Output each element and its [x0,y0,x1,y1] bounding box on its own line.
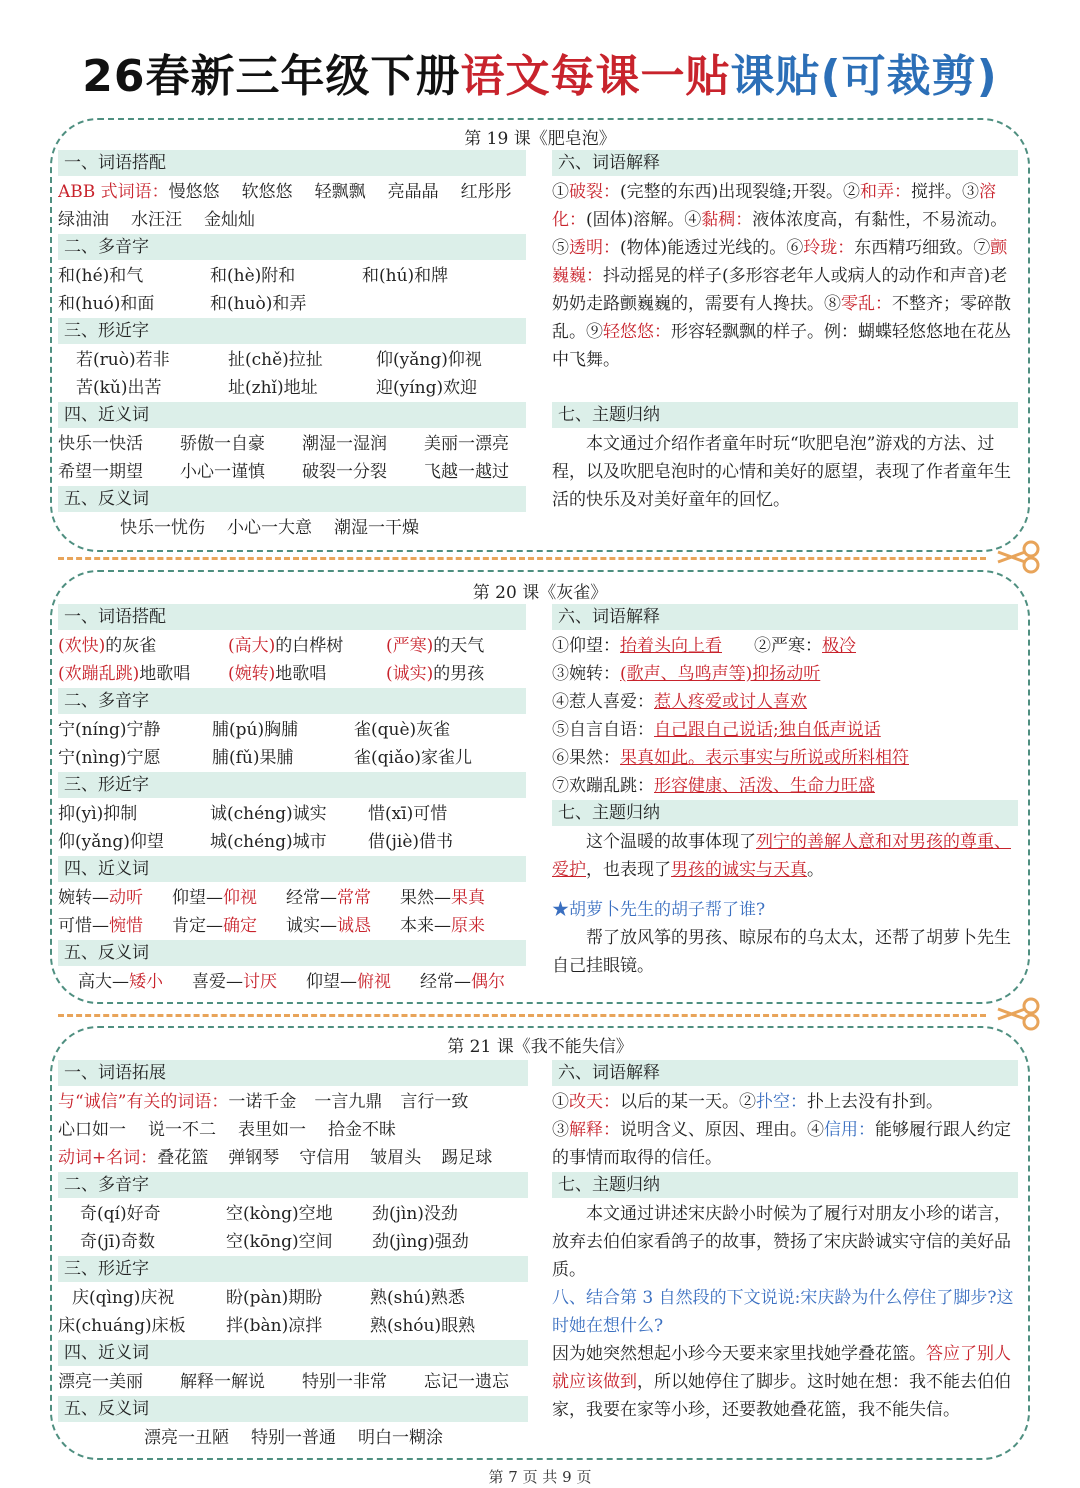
synonym-item: 美丽一漂亮 [424,434,509,454]
synonym-row [58,912,526,940]
word: 亮晶晶 [387,182,439,202]
similar-char-row [58,1284,528,1312]
section-title: 四、近义词 [58,856,526,882]
definition-row [552,744,1018,772]
section-title: 六、词语解释 [552,1060,1018,1086]
synonym-row [58,458,526,486]
extra-answer: 帮了放风筝的男孩、晾尿布的乌太太，还帮了胡萝卜先生自己挂眼镜。 [552,928,1011,976]
collocation-modifier: (欢蹦乱跳) [58,664,140,684]
synonym-a: 诚实— [286,916,337,936]
def-term: 仰望： [569,636,620,656]
synonym-a: 果然— [400,888,451,908]
synonym-item: 希望一期望 [58,462,143,482]
def-term: 和弄： [860,182,911,202]
def-number: ⑨ [586,322,603,342]
collocation-modifier: (诚实) [386,664,434,684]
summary-highlight: 列宁的善解人意和对男孩的尊重、爱护 [552,832,1011,880]
section-title: 三、形近字 [58,772,526,798]
antonym-b: 讨厌 [243,972,277,992]
extra-question: 八、结合第 3 自然段的下文说说:宋庆龄为什么停住了脚步?这时她在想什么? [552,1288,1014,1336]
word: 踢足球 [441,1148,493,1168]
word: 软悠悠 [241,182,293,202]
polyphone-item: 奇(qí)好奇 [80,1204,161,1224]
title-note: 课贴(可裁剪) [730,51,998,102]
theme-summary: 本文通过讲述宋庆龄小时候为了履行对朋友小珍的诺言，放弃去伯伯家看鸽子的故事，赞扬了宋庆龄诚实守信的美好品质。 [552,1204,1011,1280]
def-term: 扑空： [756,1092,807,1112]
def-term: 透明： [569,238,620,258]
collocation-modifier: (严寒) [386,636,434,656]
polyphone-item: 奇(jī)奇数 [80,1232,155,1252]
polyphone-row [58,262,526,290]
synonym-item: 漂亮一美丽 [58,1372,143,1392]
antonym-item: 特别一普通 [251,1428,336,1448]
word: 言行一致 [400,1092,469,1112]
verb-noun-prefix: 动词+名词： [58,1148,158,1168]
similar-char-item: 惜(xī)可惜 [368,804,448,824]
def-text: 抬着头向上看 [620,636,722,656]
polyphone-item: 和(huó)和面 [58,294,155,314]
antonym-b: 矮小 [129,972,163,992]
section-title: 二、多音字 [58,1172,528,1198]
section-title: 五、反义词 [58,1396,528,1422]
def-term: 黏稠： [701,210,753,230]
scissors-icon [996,997,1042,1031]
def-number: ① [552,182,569,202]
section-title: 五、反义词 [58,940,526,966]
title-grade: 26春新三年级下册 [82,51,461,102]
similar-char-item: 城(chéng)城市 [210,832,327,852]
synonym-item: 忘记一遗忘 [424,1372,509,1392]
lesson20-right [552,604,1018,980]
definitions [552,178,1018,374]
def-number: ⑦ [552,776,569,796]
def-text: (物体)能透过光线的。 [620,238,787,258]
def-text: 以后的某一天。 [620,1092,739,1112]
antonym-item: 明白一糊涂 [358,1428,443,1448]
def-text: 不整齐；零碎散乱。 [552,294,1011,342]
def-text: 东西精巧细致。 [854,238,974,258]
theme-summary: 本文通过介绍作者童年时玩“吹肥皂泡”游戏的方法、过程，以及吹肥皂泡时的心情和美好的愿望，表现了作者童年生活的快乐及对美好童年的回忆。 [552,434,1011,510]
word: 一言九鼎 [314,1092,383,1112]
definitions [552,1088,1018,1172]
definition-row [552,660,1018,688]
similar-char-item: 址(zhǐ)地址 [228,378,318,398]
polyphone-item: 空(kōng)空间 [226,1232,333,1252]
antonym-item: 潮湿一干燥 [334,518,419,538]
abb-words-line2 [58,206,526,234]
def-text: 果真如此。表示事实与所说或所料相符 [620,748,909,768]
section-title: 四、近义词 [58,1340,528,1366]
antonym-item: 漂亮一丑陋 [144,1428,229,1448]
section-title: 七、主题归纳 [552,1172,1018,1198]
similar-char-item: 熟(shóu)眼熟 [370,1316,476,1336]
collocation-modifier: (高大) [228,636,276,656]
synonym-row [58,430,526,458]
word: 弹钢琴 [228,1148,280,1168]
antonym-row [58,968,526,996]
lesson19-header: 第 19 课《肥皂泡》 [464,129,616,149]
definition-row [552,772,1018,800]
def-number: ③ [552,664,569,684]
page-title [0,40,1080,104]
section-title: 四、近义词 [58,402,526,428]
def-number: ② [754,636,771,656]
abb-words-line1 [58,178,526,206]
antonym-a: 喜爱— [192,972,243,992]
polyphone-item: 雀(qiǎo)家雀儿 [354,748,472,768]
extra-question: ★胡萝卜先生的胡子帮了谁? [552,900,766,920]
def-number: ① [552,1092,569,1112]
polyphone-item: 劲(jìn)没劲 [372,1204,458,1224]
def-number: ③ [962,182,979,202]
word: 叠花篮 [157,1148,209,1168]
synonym-a: 婉转— [58,888,109,908]
word: 拾金不昧 [328,1120,396,1140]
section-title: 三、形近字 [58,1256,528,1282]
synonym-item: 小心一谨慎 [180,462,265,482]
collocation-noun: 地歌唱 [139,664,191,684]
synonym-a: 可惜— [58,916,109,936]
synonym-a: 仰望— [172,888,223,908]
similar-char-item: 扯(chě)拉扯 [228,350,323,370]
antonym-b: 偶尔 [471,972,505,992]
def-term: 自言自语： [569,720,654,740]
abb-prefix: ABB 式词语： [58,182,169,202]
def-number: ⑤ [552,238,569,258]
word: 一诺千金 [228,1092,297,1112]
similar-char-item: 诚(chéng)诚实 [210,804,327,824]
summary-text: 。 [807,860,824,880]
def-text: 抖动摇晃的样子(多形容老年人或病人的动作和声音)老奶奶走路颤巍巍的，需要有人搀扶。 [552,266,1008,314]
def-term: 改天： [569,1092,620,1112]
lesson21-header: 第 21 课《我不能失信》 [447,1037,633,1057]
def-text: 液体浓度高，有黏性，不易流动。 [752,210,1008,230]
integrity-prefix: 与“诚信”有关的词语： [58,1092,229,1112]
def-text: 自己跟自己说话;独自低声说话 [654,720,881,740]
word: 红彤彤 [460,182,512,202]
word: 金灿灿 [204,210,255,230]
collocation-modifier: (婉转) [228,664,276,684]
def-number: ⑤ [552,720,569,740]
def-term: 严寒： [771,636,822,656]
synonym-item: 解释一解说 [180,1372,265,1392]
word: 慢悠悠 [168,182,220,202]
similar-char-item: 盼(pàn)期盼 [226,1288,323,1308]
def-number: ④ [552,692,569,712]
def-text: 极冷 [822,636,856,656]
similar-char-item: 迎(yíng)欢迎 [376,378,478,398]
answer-highlight: 答应了别人就应该做到 [552,1344,1011,1392]
def-text: 能够履行跟人约定的事情而取得的信任。 [552,1120,1011,1168]
similar-char-item: 拌(bàn)凉拌 [226,1316,323,1336]
def-text: 扑上去没有扑到。 [807,1092,943,1112]
def-number: ② [843,182,860,202]
similar-char-row [58,828,526,856]
antonym-a: 经常— [420,972,471,992]
synonym-b: 仰视 [223,888,257,908]
section-title: 七、主题归纳 [552,402,1018,428]
def-text: 惹人疼爱或讨人喜欢 [654,692,807,712]
polyphone-item: 雀(què)灰雀 [354,720,451,740]
section-title: 二、多音字 [58,234,526,260]
synonym-item: 特别一非常 [302,1372,387,1392]
polyphone-item: 脯(fǔ)果脯 [212,748,294,768]
synonym-b: 果真 [451,888,485,908]
lesson21-right [552,1060,1018,1424]
similar-char-item: 借(jiè)借书 [368,832,454,852]
summary-text: 这个温暖的故事体现了 [586,832,756,852]
summary-text: ，也表现了 [586,860,671,880]
collocation-noun: 地歌唱 [275,664,327,684]
def-number: ⑦ [973,238,991,258]
synonym-item: 飞越一越过 [424,462,509,482]
lesson20-header: 第 20 课《灰雀》 [472,583,608,603]
def-term: 婉转： [569,664,620,684]
def-text: 形容轻飘飘的样子。例：蝴蝶轻悠悠地在花丛中飞舞。 [552,322,1011,370]
word: 守信用 [299,1148,351,1168]
antonym-a: 仰望— [306,972,357,992]
section-title: 三、形近字 [58,318,526,344]
similar-char-item: 庆(qìng)庆祝 [72,1288,175,1308]
section-title: 七、主题归纳 [552,800,1018,826]
polyphone-item: 和(hú)和牌 [362,266,449,286]
antonym-a: 高大— [78,972,129,992]
cut-line [58,557,986,560]
similar-char-item: 抑(yì)抑制 [58,804,138,824]
synonym-item: 快乐一快活 [58,434,143,454]
section-title: 六、词语解释 [552,150,1018,176]
polyphone-item: 宁(nìng)宁愿 [58,748,161,768]
synonym-b: 原来 [451,916,485,936]
polyphone-row [58,290,526,318]
antonym-item: 小心一大意 [227,518,312,538]
definition-row [552,632,1018,660]
collocation-row [58,660,526,688]
def-number: ⑥ [552,748,569,768]
section-title: 二、多音字 [58,688,526,714]
lesson19-left [58,150,526,542]
verb-noun-words [58,1144,528,1172]
polyphone-item: 脯(pú)胸脯 [212,720,299,740]
title-subject: 语文每课一贴 [460,51,731,102]
synonym-item: 潮湿一湿润 [302,434,387,454]
lesson20-left [58,604,526,996]
lesson19-right [552,150,1018,514]
definition-row [552,716,1018,744]
antonym-item: 快乐一忧伤 [120,518,205,538]
def-term: 轻悠悠： [603,322,671,342]
def-term: 果然： [569,748,620,768]
similar-char-row [58,374,526,402]
def-term: 玲珑： [803,238,855,258]
collocation-noun: 的灰雀 [105,636,157,656]
integrity-words-line2 [58,1116,528,1144]
def-text: (固体)溶解。 [586,210,685,230]
collocation-noun: 的天气 [433,636,485,656]
similar-char-row [58,800,526,828]
answer-text: 因为她突然想起小珍今天要来家里找她学叠花篮。 [552,1344,926,1364]
answer-text: ，所以她停住了脚步。这时她在想：我不能去伯伯家，我要在家等小珍，还要教她叠花篮，我不能失信。 [552,1372,1011,1420]
word: 水汪汪 [131,210,182,230]
collocation-row [58,632,526,660]
def-term: 惹人喜爱： [569,692,654,712]
synonym-a: 肯定— [172,916,223,936]
synonym-row [58,884,526,912]
synonym-b: 动听 [109,888,143,908]
similar-char-row [58,1312,528,1340]
extra-answer [552,1340,1018,1424]
def-term: 解释： [569,1120,620,1140]
synonym-row [58,1368,528,1396]
polyphone-row [58,1200,528,1228]
section-title: 一、词语搭配 [58,604,526,630]
def-number: ④ [807,1120,824,1140]
def-number: ④ [684,210,702,230]
def-term: 欢蹦乱跳： [569,776,654,796]
def-text: (完整的东西)出现裂缝;开裂。 [620,182,843,202]
def-number: ⑥ [786,238,804,258]
similar-char-item: 床(chuáng)床板 [58,1316,186,1336]
word: 心口如一 [58,1120,126,1140]
similar-char-item: 若(ruò)若非 [76,350,170,370]
def-number: ① [552,636,569,656]
collocation-modifier: (欢快) [58,636,106,656]
collocation-noun: 的男孩 [433,664,485,684]
antonym-row [58,514,526,542]
integrity-words-line1 [58,1088,528,1116]
word: 绿油油 [58,210,109,230]
similar-char-item: 苦(kǔ)出苦 [76,378,162,398]
synonym-b: 常常 [337,888,371,908]
section-title: 一、词语搭配 [58,150,526,176]
polyphone-item: 空(kòng)空地 [226,1204,333,1224]
def-text: 形容健康、活泼、生命力旺盛 [654,776,875,796]
def-number: ⑧ [824,294,841,314]
def-term: 零乱： [841,294,892,314]
word: 皱眉头 [370,1148,422,1168]
def-text: (歌声、鸟鸣声等)抑扬动听 [620,664,821,684]
synonym-b: 惋惜 [109,916,143,936]
def-term: 溶化： [552,182,996,230]
antonym-row [58,1424,528,1452]
def-text: 说明含义、原因、理由。 [620,1120,807,1140]
synonym-a: 本来— [400,916,451,936]
word: 说一不二 [148,1120,216,1140]
polyphone-row [58,1228,528,1256]
word: 轻飘飘 [314,182,366,202]
cut-line [58,1014,986,1017]
summary-highlight: 男孩的诚实与天真 [671,860,807,880]
section-title: 五、反义词 [58,486,526,512]
section-title: 一、词语拓展 [58,1060,528,1086]
lesson21-left [58,1060,528,1452]
polyphone-row [58,744,526,772]
scissors-icon [996,540,1042,574]
word: 表里如一 [238,1120,306,1140]
similar-char-item: 熟(shú)熟悉 [370,1288,465,1308]
similar-char-row [58,346,526,374]
synonym-item: 破裂一分裂 [302,462,387,482]
def-term: 信用： [824,1120,875,1140]
polyphone-item: 和(huò)和弄 [210,294,307,314]
definition-row [552,688,1018,716]
def-number: ③ [552,1120,569,1140]
section-title: 六、词语解释 [552,604,1018,630]
page-footer: 第 7 页 共 9 页 [488,1468,592,1486]
polyphone-item: 和(hè)附和 [210,266,296,286]
synonym-b: 确定 [223,916,257,936]
similar-char-item: 仰(yǎng)仰视 [376,350,482,370]
def-number: ② [739,1092,756,1112]
polyphone-item: 劲(jìng)强劲 [372,1232,469,1252]
def-term: 破裂： [569,182,620,202]
def-text: 搅拌。 [911,182,962,202]
polyphone-item: 宁(níng)宁静 [58,720,161,740]
synonym-b: 诚恳 [337,916,371,936]
polyphone-item: 和(hé)和气 [58,266,144,286]
def-term: 颤巍巍： [552,238,1008,286]
synonym-a: 经常— [286,888,337,908]
theme-summary [552,828,1018,884]
similar-char-item: 仰(yǎng)仰望 [58,832,164,852]
polyphone-row [58,716,526,744]
synonym-item: 骄傲一自豪 [180,434,265,454]
collocation-noun: 的白桦树 [275,636,344,656]
antonym-b: 俯视 [357,972,391,992]
